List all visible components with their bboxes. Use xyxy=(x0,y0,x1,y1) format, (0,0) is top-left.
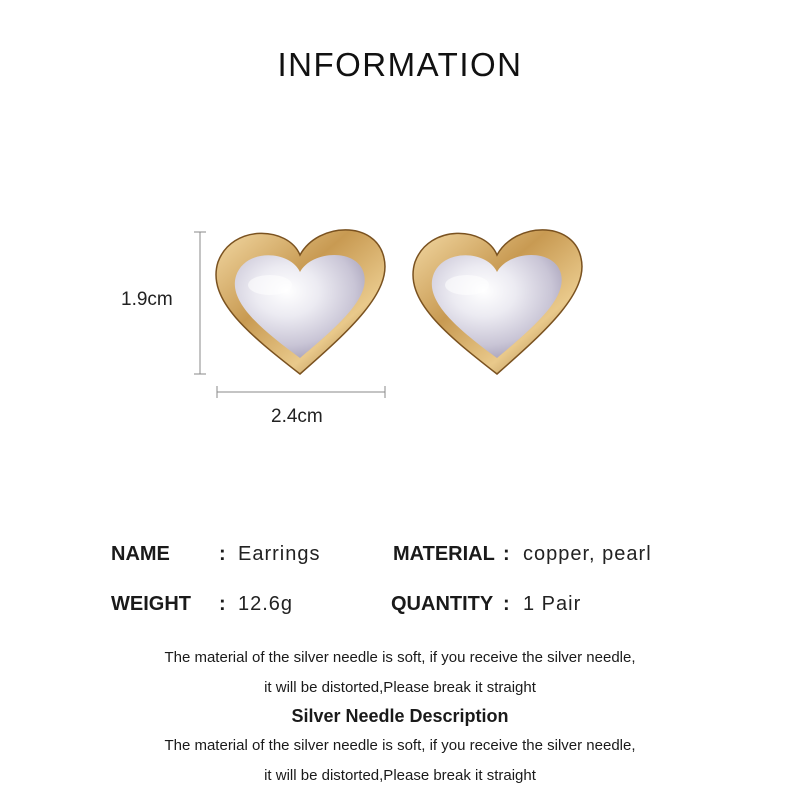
name-key: NAME xyxy=(111,543,170,565)
material-colon: : xyxy=(503,543,510,565)
height-dimension-line xyxy=(194,232,206,374)
weight-key: WEIGHT xyxy=(111,593,191,615)
note-line-2: it will be distorted,Please break it straight xyxy=(264,679,536,696)
page-title: INFORMATION xyxy=(277,46,523,83)
note-line-3: The material of the silver needle is soft, if you receive the silver needle, xyxy=(164,737,636,754)
note-line-1: The material of the silver needle is soft, if you receive the silver needle, xyxy=(164,649,636,666)
name-colon: : xyxy=(219,543,226,565)
weight-value: 12.6g xyxy=(238,593,294,615)
width-label: 2.4cm xyxy=(271,406,323,427)
note-heading: Silver Needle Description xyxy=(291,706,509,726)
weight-colon: : xyxy=(219,593,226,615)
width-dimension-line xyxy=(217,386,385,398)
note-line-4: it will be distorted,Please break it straight xyxy=(264,767,536,784)
quantity-colon: : xyxy=(503,593,510,615)
name-value: Earrings xyxy=(238,543,321,565)
earring-right xyxy=(413,230,582,374)
material-value: copper, pearl xyxy=(523,543,652,565)
height-label: 1.9cm xyxy=(121,289,173,310)
material-key: MATERIAL xyxy=(393,543,495,565)
earring-left xyxy=(216,230,385,374)
quantity-key: QUANTITY xyxy=(391,593,494,615)
quantity-value: 1 Pair xyxy=(523,593,582,615)
